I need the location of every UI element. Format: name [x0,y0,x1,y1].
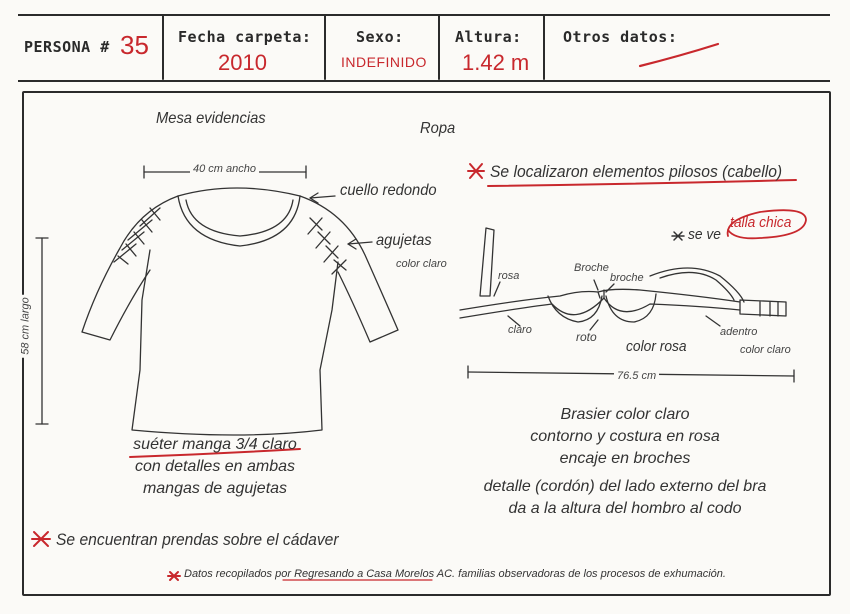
sexo-value: INDEFINIDO [341,54,427,70]
bra-label-rosa: rosa [498,270,520,282]
sweater-sketch [82,188,398,435]
bra-label-broche2: broche [610,272,644,284]
sueter-line-2: con detalles en ambas [134,458,296,475]
otros-red-dash [640,44,718,66]
talla-highlight: talla chica [730,214,792,231]
brasier-description [470,404,780,520]
pilosos-asterisk [468,164,484,178]
brasier-line-1: Brasier color claro [560,406,690,423]
talla-prefix: se ve [688,226,721,243]
altura-value: 1.42 m [462,50,530,75]
mesa-title: Mesa evidencias [156,110,266,127]
sexo-label: Sexo: [356,28,404,46]
otros-label: Otros datos: [563,28,678,46]
fecha-value: 2010 [218,50,267,75]
bra-label-color-rosa: color rosa [626,338,687,355]
ropa-title: Ropa [420,120,456,137]
footer-credit [184,568,726,580]
prendas-asterisk [32,532,50,546]
footer-prefix: Datos recopilados por [184,568,292,580]
bra-label-color-claro: color claro [740,344,791,356]
persona-label: PERSONA # [24,38,110,56]
brasier-line-3: encaje en broches [559,450,691,467]
altura-label: Altura: [455,28,522,46]
footer-org: Regresando a Casa Morelos AC. [294,568,456,580]
agujetas-label: agujetas [376,232,432,249]
width-label: 40 cm ancho [190,163,259,175]
bra-label-roto: roto [576,330,597,344]
fecha-label: Fecha carpeta: [178,28,312,46]
brasier-line-5: da a la altura del hombro al codo [508,500,742,517]
pilosos-note: Se localizaron elementos pilosos (cabello) [490,162,783,181]
agujetas-color: color claro [396,258,447,270]
bra-label-claro: claro [508,324,532,336]
length-label: 58 cm largo [20,294,32,357]
bra-dimension-label: 76.5 cm [614,370,659,382]
bra-label-broche1: Broche [574,262,609,274]
persona-number: 35 [120,30,149,60]
footer-suffix: familias observadoras de los procesos de exhumación. [458,568,726,580]
brasier-line-2: contorno y costura en rosa [530,428,720,445]
bra-label-adentro: adentro [720,326,758,338]
sueter-line-1: suéter manga 3/4 claro [133,436,297,453]
sueter-line-3: mangas de agujetas [142,480,288,497]
prendas-note: Se encuentran prendas sobre el cádaver [56,530,339,549]
footer-asterisk [168,572,180,580]
talla-asterisk [672,232,684,240]
cuello-label: cuello redondo [340,182,437,199]
sueter-description [100,434,330,500]
brasier-line-4: detalle (cordón) del lado externo del bra [483,478,767,495]
